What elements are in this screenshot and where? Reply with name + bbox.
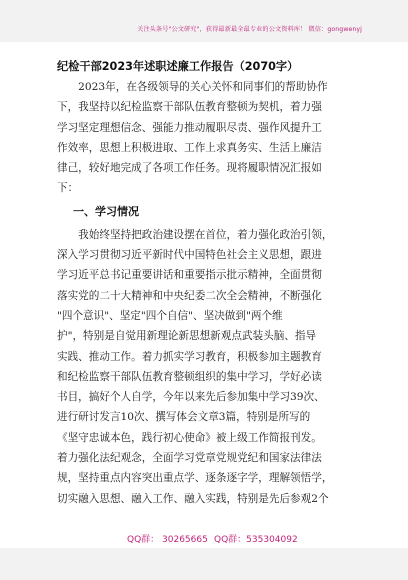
top-banner — [0, 0, 408, 42]
footer-contact — [0, 530, 408, 548]
section1-paragraph — [57, 225, 353, 509]
text-line: 实践、推动工作。着力抓实学习教育，积极参加主题教育 — [57, 350, 322, 363]
section-heading: 一、学习情况 — [73, 204, 139, 218]
bottom-bar — [0, 548, 408, 580]
text-line: 和纪检监察干部队伍教育整顿组织的集中学习，学好必读 — [57, 370, 322, 383]
document-title: 纪检干部2023年述职述廉工作报告（2070字） — [57, 60, 299, 73]
text-line: 落实党的二十大精神和中央纪委二次全会精神，不断强化 — [57, 289, 322, 302]
text-line: 学习近平总书记重要讲话和重要指示批示精神，全面贯彻 — [57, 269, 322, 282]
text-line: 《坚守忠诚本色，践行初心使命》被上级工作简报刊发。 — [57, 431, 322, 444]
text-line: 护"，特别是自觉用新理论新思想新观点武装头脑、指导 — [57, 330, 317, 343]
text-line: 律己，较好地完成了各项工作任务。现将履职情况汇报如 — [57, 162, 322, 175]
text-line: 进行研讨发言10次、撰写体会文章3篇，特别是所写的 — [57, 411, 311, 424]
text-line: 规，坚持重点内容突出重点学、逐条逐字学，理解领悟学， — [57, 472, 333, 485]
banner-text: 关注头条号"公文研究"，获得最新最全最专业的公文资料库！ 微信：gongwenyj — [137, 26, 362, 33]
text-line: 我始终坚持把政治建设摆在首位，着力强化政治引领， — [57, 228, 333, 241]
text-line: 下，我坚持以纪检监察干部队伍教育整顿为契机，着力强 — [57, 101, 322, 114]
document-body — [57, 56, 353, 509]
text-line: 2023年，在各级领导的关心关怀和同事们的帮助协作 — [57, 81, 328, 93]
text-line: 作效率，思想上积极进取、工作上求真务实、生活上廉洁 — [57, 141, 322, 154]
qq-group-2: QQ群：535304092 — [214, 535, 298, 545]
qq-group-1: QQ群： 30265665 — [127, 535, 208, 545]
text-line: 学习坚定理想信念、强能力推动履职尽责、强作风提升工 — [57, 121, 322, 134]
text-line: 切实融入思想、融入工作、融入实践，特别是先后参观2个 — [57, 492, 329, 505]
text-line: 下： — [57, 182, 79, 195]
text-line: "四个意识"、坚定"四个自信"、坚决做到"两个维 — [57, 309, 283, 322]
text-line: 深入学习贯彻习近平新时代中国特色社会主义思想，跟进 — [57, 249, 322, 262]
intro-paragraph — [57, 77, 353, 199]
text-line: 着力强化法纪观念，全面学习党章党规党纪和国家法律法 — [57, 452, 322, 465]
text-line: 书目，搞好个人自学，今年以来先后参加集中学习39次、 — [57, 391, 325, 404]
